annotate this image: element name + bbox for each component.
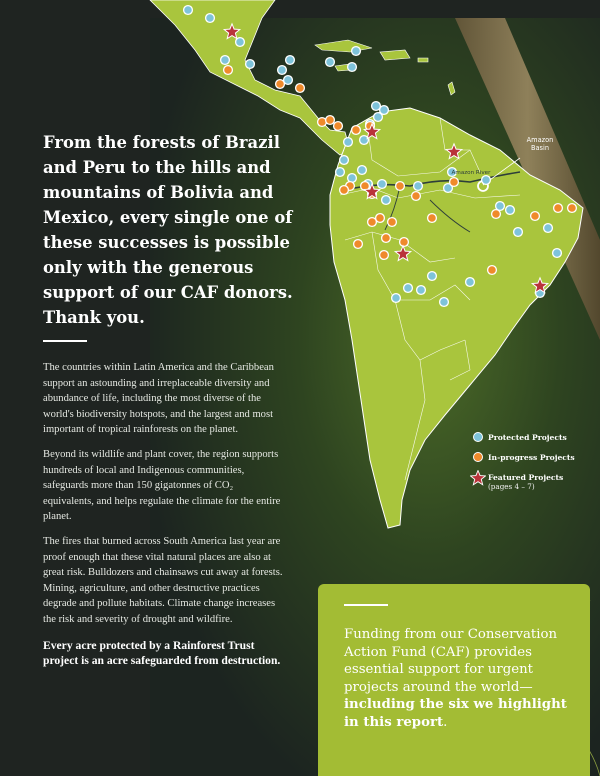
in-progress-marker-icon: [473, 452, 483, 462]
protected-project-marker: [414, 182, 423, 191]
protected-marker-icon: [473, 432, 483, 442]
protected-project-marker: [326, 58, 335, 67]
featured-project-marker: [224, 24, 240, 39]
in-progress-project-marker: [276, 80, 285, 89]
protected-project-marker: [544, 224, 553, 233]
in-progress-project-marker: [492, 210, 501, 219]
protected-project-marker: [417, 286, 426, 295]
lead-statement: From the forests of Brazil and Peru to the hills and mountains of Bolivia and Mexico, every single one of these successes is possible only with the generous support of our CAF donors. Thank you.: [43, 133, 293, 327]
protected-project-marker: [344, 138, 353, 147]
protected-project-marker: [514, 228, 523, 237]
protected-project-marker: [352, 47, 361, 56]
in-progress-project-marker: [568, 204, 577, 213]
callout-divider: [344, 604, 388, 606]
in-progress-project-marker: [326, 116, 335, 125]
in-progress-project-marker: [388, 218, 397, 227]
callout-text-start: Funding from our Conservation Action Fund (CAF) provides essential support for urgent projects around the world—: [344, 627, 558, 695]
in-progress-project-marker: [368, 218, 377, 227]
protected-project-marker: [506, 206, 515, 215]
amazon-river-label: Amazon River: [451, 170, 491, 176]
protected-project-marker: [358, 166, 367, 175]
protected-project-marker: [206, 14, 215, 23]
callout-text-end: .: [443, 714, 448, 730]
in-progress-project-marker: [488, 266, 497, 275]
in-progress-project-marker: [296, 84, 305, 93]
protected-project-marker: [392, 294, 401, 303]
in-progress-project-marker: [352, 126, 361, 135]
protected-project-marker: [221, 56, 230, 65]
protected-project-marker: [336, 168, 345, 177]
body-paragraph-1: The countries within Latin America and the Caribbean support an astounding and irreplaceable diversity and abundance of life, including the most diverse of the world's biodiversity hotspots, and the largest and most important of tropical rainforests on the planet.: [43, 362, 274, 436]
protected-project-marker: [378, 180, 387, 189]
legend-featured-note: (pages 4 – 7): [488, 482, 535, 491]
in-progress-project-marker: [380, 251, 389, 260]
protected-project-marker: [440, 298, 449, 307]
in-progress-project-marker: [354, 240, 363, 249]
featured-star-icon: [470, 470, 486, 486]
callout-text-bold: including the six we highlight in this report: [344, 697, 567, 730]
lead-divider: [43, 340, 87, 342]
protected-project-marker: [340, 156, 349, 165]
in-progress-project-marker: [450, 178, 459, 187]
protected-project-marker: [348, 63, 357, 72]
amazon-basin-label: Amazon Basin: [526, 136, 554, 152]
protected-project-marker: [382, 196, 391, 205]
protected-project-marker: [466, 278, 475, 287]
legend-featured-label: Featured Projects: [488, 473, 564, 482]
legend-in-progress-label: In-progress Projects: [488, 453, 575, 462]
body-closing: Every acre protected by a Rainforest Trust project is an acre safeguarded from destruction.: [43, 638, 281, 667]
protected-project-marker: [360, 136, 369, 145]
protected-project-marker: [404, 284, 413, 293]
in-progress-project-marker: [428, 214, 437, 223]
protected-project-marker: [278, 66, 287, 75]
featured-project-marker: [446, 144, 462, 159]
body-paragraph-2: Beyond its wildlife and plant cover, the region supports hundreds of local and Indigenous communities, safeguards more than 150 gigatonnes of CO₂ equivalents, and helps regulate the climate for the entire planet.: [43, 448, 281, 523]
caf-callout-text: [344, 626, 580, 732]
protected-project-marker: [184, 6, 193, 15]
body-paragraph-3: The fires that burned across South America last year are proof enough that these vital natural places are also at great risk. Bulldozers and chainsaws cut away at forests. Mining, agriculture, and other destructive practices degrade and pollute habitats. Climate change increases the risk and severity of drought and wildfire.: [43, 535, 283, 625]
in-progress-project-marker: [224, 66, 233, 75]
legend-protected-label: Protected Projects: [488, 433, 567, 442]
protected-project-marker: [553, 249, 562, 258]
in-progress-project-marker: [412, 192, 421, 201]
protected-project-marker: [286, 56, 295, 65]
in-progress-project-marker: [396, 182, 405, 191]
in-progress-project-marker: [400, 238, 409, 247]
in-progress-project-marker: [340, 186, 349, 195]
body-text: [43, 360, 283, 678]
in-progress-project-marker: [334, 122, 343, 131]
in-progress-project-marker: [554, 204, 563, 213]
protected-project-marker: [428, 272, 437, 281]
protected-project-marker: [482, 176, 491, 185]
protected-project-marker: [246, 60, 255, 69]
protected-project-marker: [380, 106, 389, 115]
featured-project-marker: [395, 246, 411, 261]
in-progress-project-marker: [531, 212, 540, 221]
in-progress-project-marker: [382, 234, 391, 243]
